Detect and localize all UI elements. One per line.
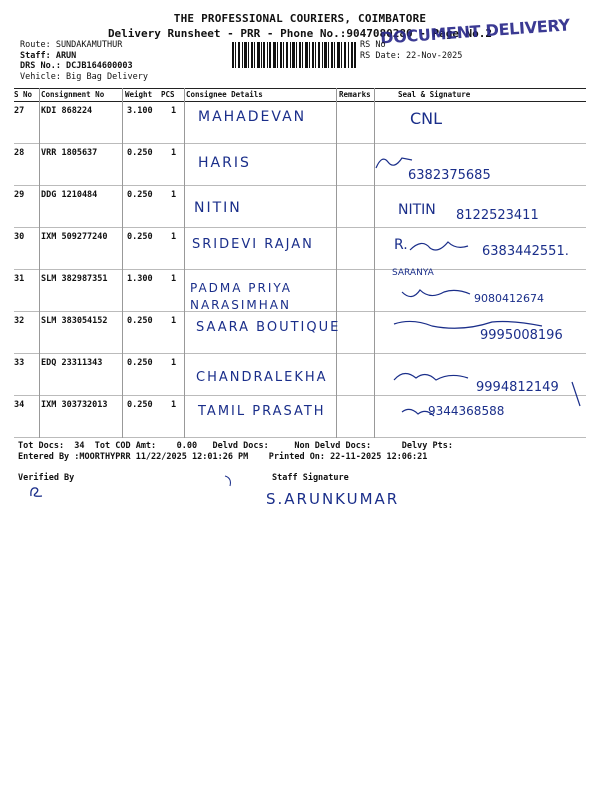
receiver-signature-text: CNL: [410, 109, 443, 128]
sno-cell: 33: [14, 358, 25, 368]
rs-info: [360, 40, 462, 62]
entered-line: Entered By :MOORTHYPRR 11/22/2025 12:01:26 PM Printed On: 22-11-2025 12:06:21: [18, 451, 428, 462]
col-weight: Weight: [125, 90, 153, 99]
pen-mark: [222, 474, 238, 488]
totals-line: Tot Docs: 34 Tot COD Amt: 0.00 Delvd Docs: Non Delvd Docs: Delvy Pts:: [18, 441, 453, 451]
vehicle-label: Vehicle: Big Bag Delivery: [20, 71, 148, 82]
col-remarks: Remarks: [339, 90, 371, 99]
receiver-phone: 9344368588: [428, 404, 505, 418]
col-sno: S No: [14, 90, 33, 99]
receiver-signature-text: SARANYA: [392, 268, 434, 278]
barcode-icon: [232, 42, 356, 68]
receiver-signature-text: R.: [394, 237, 408, 253]
pcs-cell: 1: [171, 106, 177, 116]
col-consignee: Consignee Details: [186, 90, 263, 99]
company-name: THE PROFESSIONAL COURIERS, COIMBATORE: [173, 12, 427, 25]
consignee-handwritten: MAHADEVAN: [198, 109, 307, 125]
signature-scribble: [400, 404, 560, 434]
weight-cell: 0.250: [127, 148, 153, 158]
column-divider: [122, 88, 123, 438]
rs-date: RS Date: 22-Nov-2025: [360, 51, 463, 61]
col-consignment: Consignment No: [41, 90, 105, 99]
receiver-phone: 8122523411: [456, 208, 539, 223]
signature-scribble: [392, 318, 552, 348]
verified-by-label: Verified By: [18, 473, 75, 483]
sno-cell: 28: [14, 148, 25, 158]
consignment-cell: KDI 868224: [41, 106, 93, 116]
signature-scribble: [408, 236, 568, 266]
runsheet-title: Delivery Runsheet - PRR - Phone No.:9047080280 - Page No.2: [107, 27, 493, 40]
weight-cell: 0.250: [127, 400, 153, 410]
column-divider: [336, 88, 337, 438]
staff-signature-label: Staff Signature: [272, 473, 349, 483]
weight-cell: 0.250: [127, 232, 153, 242]
receiver-signature-text: NITIN: [398, 202, 436, 218]
consignment-cell: VRR 1805637: [41, 148, 98, 158]
signature-scribble: [392, 366, 552, 396]
table-header: [14, 88, 586, 102]
staff-label: Staff: ARUN: [20, 50, 77, 61]
consignee-handwritten: SRIDEVI RAJAN: [192, 237, 314, 252]
weight-cell: 3.100: [127, 106, 153, 116]
column-divider: [184, 88, 185, 438]
rs-number: RS No: [360, 40, 386, 50]
pcs-cell: 1: [171, 148, 177, 158]
receiver-phone: 9080412674: [474, 292, 544, 305]
drs-number: DRS No.: DCJB164600003: [20, 61, 133, 71]
runsheet-meta: [20, 40, 148, 82]
sno-cell: 30: [14, 232, 25, 242]
column-divider: [374, 88, 375, 438]
consignment-cell: EDQ 23311343: [41, 358, 103, 368]
pcs-cell: 1: [171, 190, 177, 200]
sno-cell: 32: [14, 316, 25, 326]
consignment-cell: IXM 509277240: [41, 232, 108, 242]
consignee-handwritten: SAARA BOUTIQUE: [196, 320, 341, 335]
receiver-phone: 9995008196: [480, 328, 563, 343]
pcs-cell: 1: [171, 400, 177, 410]
col-pcs: PCS: [161, 90, 175, 99]
weight-cell: 0.250: [127, 316, 153, 326]
pcs-cell: 1: [171, 316, 177, 326]
document-delivery-stamp: DOCUMENT DELIVERY: [379, 15, 571, 48]
signature-scribble: [372, 150, 532, 180]
verifier-signature: [28, 484, 48, 500]
consignment-cell: SLM 382987351: [41, 274, 108, 284]
pcs-cell: 1: [171, 274, 177, 284]
weight-cell: 1.300: [127, 274, 153, 284]
runsheet-footer: [18, 441, 453, 462]
staff-handwritten-name: S.ARUNKUMAR: [266, 490, 400, 508]
sno-cell: 27: [14, 106, 25, 116]
sno-cell: 34: [14, 400, 25, 410]
weight-cell: 0.250: [127, 190, 153, 200]
consignment-cell: IXM 303732013: [41, 400, 108, 410]
col-seal: Seal & Signature: [398, 90, 471, 99]
weight-cell: 0.250: [127, 358, 153, 368]
pcs-cell: 1: [171, 232, 177, 242]
consignee-handwritten: TAMIL PRASATH: [198, 404, 326, 419]
receiver-phone: 6383442551.: [482, 244, 569, 259]
receiver-phone: 9994812149: [476, 380, 559, 395]
consignment-cell: DDG 1210484: [41, 190, 98, 200]
route-label: Route: SUNDAKAMUTHUR: [20, 40, 123, 50]
sno-cell: 29: [14, 190, 25, 200]
consignee-handwritten: PADMA PRIYA NARASIMHAN: [190, 281, 293, 312]
pcs-cell: 1: [171, 358, 177, 368]
consignee-handwritten: NITIN: [194, 200, 242, 216]
consignee-handwritten: CHANDRALEKHA: [196, 370, 328, 385]
signature-scribble: [570, 380, 600, 410]
column-divider: [39, 88, 40, 438]
sno-cell: 31: [14, 274, 25, 284]
signature-scribble: [400, 286, 560, 316]
consignment-cell: SLM 383054152: [41, 316, 108, 326]
receiver-phone: 6382375685: [408, 168, 491, 183]
consignee-handwritten: HARIS: [198, 155, 251, 171]
